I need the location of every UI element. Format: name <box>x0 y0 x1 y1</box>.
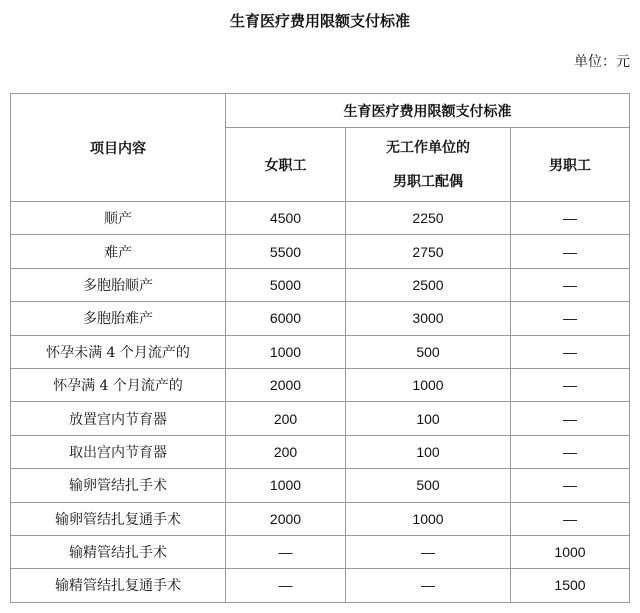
cell-female: 200 <box>226 435 346 468</box>
table-row <box>11 402 630 435</box>
header-female-employee: 女职工 <box>226 128 346 202</box>
cell-female: 5000 <box>226 268 346 301</box>
cell-spouse: — <box>346 569 511 602</box>
cell-item: 取出宫内节育器 <box>11 435 226 468</box>
cell-female: 2000 <box>226 368 346 401</box>
table-row <box>11 469 630 502</box>
cell-spouse: 100 <box>346 435 511 468</box>
table-row <box>11 535 630 568</box>
cell-item: 难产 <box>11 235 226 268</box>
cell-male: — <box>511 469 630 502</box>
header-spouse-line1: 无工作单位的 <box>386 139 470 156</box>
cell-male: — <box>511 402 630 435</box>
cell-female: — <box>226 569 346 602</box>
header-spouse-line2: 男职工配偶 <box>393 173 463 190</box>
header-group-standard: 生育医疗费用限额支付标准 <box>226 94 630 128</box>
header-item-content: 项目内容 <box>11 94 226 202</box>
cell-spouse: 3000 <box>346 302 511 335</box>
cell-male: 1500 <box>511 569 630 602</box>
unit-note: 单位：元 <box>574 54 630 70</box>
cell-spouse: 2500 <box>346 268 511 301</box>
cell-female: 6000 <box>226 302 346 335</box>
table-row <box>11 202 630 235</box>
cell-item: 放置宫内节育器 <box>11 402 226 435</box>
cell-item: 多胞胎顺产 <box>11 268 226 301</box>
cell-item: 输卵管结扎手术 <box>11 469 226 502</box>
cell-spouse: 2750 <box>346 235 511 268</box>
cell-item: 多胞胎难产 <box>11 302 226 335</box>
cell-male: — <box>511 302 630 335</box>
cell-spouse: 1000 <box>346 502 511 535</box>
cell-female: 1000 <box>226 335 346 368</box>
cell-spouse: 500 <box>346 469 511 502</box>
table-row <box>11 435 630 468</box>
cell-item: 输卵管结扎复通手术 <box>11 502 226 535</box>
table-row <box>11 502 630 535</box>
table-body <box>11 202 630 603</box>
cell-spouse: 1000 <box>346 368 511 401</box>
table-row <box>11 302 630 335</box>
cell-male: — <box>511 368 630 401</box>
cell-male: — <box>511 268 630 301</box>
table-row <box>11 268 630 301</box>
cell-female: — <box>226 535 346 568</box>
cell-female: 2000 <box>226 502 346 535</box>
cell-male: — <box>511 335 630 368</box>
cell-male: — <box>511 502 630 535</box>
cell-item: 怀孕未满 4 个月流产的 <box>11 335 226 368</box>
cell-item: 顺产 <box>11 202 226 235</box>
cell-male: — <box>511 235 630 268</box>
cell-female: 1000 <box>226 469 346 502</box>
cell-item: 输精管结扎复通手术 <box>11 569 226 602</box>
cell-female: 200 <box>226 402 346 435</box>
cell-spouse: 500 <box>346 335 511 368</box>
cell-male: 1000 <box>511 535 630 568</box>
cell-item: 怀孕满 4 个月流产的 <box>11 368 226 401</box>
document-title: 生育医疗费用限额支付标准 <box>229 12 410 30</box>
fee-standard-table <box>10 93 630 603</box>
cell-spouse: 100 <box>346 402 511 435</box>
header-male-employee: 男职工 <box>511 128 630 202</box>
table-row <box>11 569 630 602</box>
cell-male: — <box>511 435 630 468</box>
cell-item: 输精管结扎手术 <box>11 535 226 568</box>
table-row <box>11 368 630 401</box>
cell-female: 5500 <box>226 235 346 268</box>
cell-male: — <box>511 202 630 235</box>
table-row <box>11 235 630 268</box>
table-row <box>11 335 630 368</box>
cell-female: 4500 <box>226 202 346 235</box>
header-unemployed-spouse <box>346 128 511 202</box>
cell-spouse: 2250 <box>346 202 511 235</box>
cell-spouse: — <box>346 535 511 568</box>
